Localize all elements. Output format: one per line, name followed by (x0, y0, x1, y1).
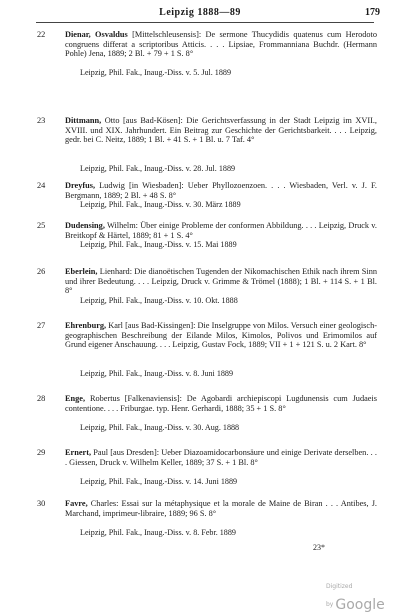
entry-body: Lienhard: Die dianoëtischen Tugenden der Nikomachischen Ethik nach ihrem Sinn und ihrer Bedeutung. . . . Leipzig, Druck v. Grimme & Trömel (1888); 1 Bl. + 114 S. + 1 Bl. 8° (65, 267, 378, 296)
entry-number: 28 (37, 394, 46, 403)
entry-dissertation: Leipzig, Phil. Fak., Inaug.-Diss. v. 8. Juni 1889 (80, 369, 234, 378)
entry-author: Dittmann, (65, 116, 102, 125)
entry-author: Dudensing, (65, 221, 105, 230)
entry-dissertation: Leipzig, Phil. Fak., Inaug.-Diss. v. 8. Febr. 1889 (80, 528, 236, 537)
entry-author: Ehrenburg, (65, 321, 107, 330)
entry-body: Ludwig [in Wiesbaden]: Ueber Phyllozoenzoen. . . . Wiesbaden, Verl. v. J. F. Bergmann, 1889; 2 Bl. + 48 S. 8° (65, 181, 377, 200)
entry-text (65, 181, 377, 200)
entry-dissertation: Leipzig, Phil. Fak., Inaug.-Diss. v. 10. Okt. 1888 (80, 296, 238, 305)
entry-text (65, 30, 377, 59)
header-rule (36, 22, 374, 23)
entry-number: 25 (37, 221, 46, 230)
entry-text (65, 499, 377, 518)
entry-number: 23 (37, 116, 46, 125)
entry-dissertation: Leipzig, Phil. Fak., Inaug.-Diss. v. 28. Jul. 1889 (80, 164, 236, 173)
entry-body: Wilhelm: Über einige Probleme der conformen Abbildung. . . . Leipzig, Druck v. Breitkopf & Härtel, 1889; 81 + 1 S. 4° (65, 221, 377, 240)
entry-author: Dienar, Osvaldus (65, 30, 128, 39)
entry-author: Ernert, (65, 448, 92, 457)
entry-text (65, 267, 377, 296)
entry-body: Otto [aus Bad-Kösen]: Die Gerichtsverfassung in der Stadt Leipzig im XVII., XVIII. und XIX. Jahrhundert. Ein Beitrag zur Geschichte der Gerichtsbarkeit. . . . Leipzig, gedr. bei C. Neitz, 1889; 1 Bl. + 41 S. + 1 Bl. u. 7 Taf. 4° (65, 116, 377, 145)
entry-text (65, 221, 377, 240)
entry-author: Enge, (65, 394, 86, 403)
entry-body: [Mittelschleusensis]: De sermone Thucydidis quatenus cum Herodoto congruens differat a scriptoribus Atticis. . . . Lipsiae, Frommanniana Buchdr. (Hermann Pohle) Jena, 1889; 2 Bl. + 79 + 1 S. 8° (65, 30, 378, 59)
entry-text (65, 394, 377, 413)
entry-dissertation: Leipzig, Phil. Fak., Inaug.-Diss. v. 5. Jul. 1889 (80, 68, 231, 77)
page-title: Leipzig 1888—89 (159, 7, 241, 18)
entry-text (65, 116, 377, 145)
entry-dissertation: Leipzig, Phil. Fak., Inaug.-Diss. v. 30. Aug. 1888 (80, 423, 240, 432)
signature-mark: 23* (313, 543, 325, 552)
entry-author: Dreyfus, (65, 181, 96, 190)
page-header (0, 7, 400, 19)
entry-number: 30 (37, 499, 46, 508)
google-watermark (326, 578, 396, 613)
entry-author: Eberlein, (65, 267, 98, 276)
entry-number: 29 (37, 448, 46, 457)
entry-body: Robertus [Falkenaviensis]: De Agobardi archiepiscopi Lugdunensis cum Judaeis contentione. . . . Friburgae. typ. Henr. Gerhardi, 1888; 35 + 1 S. 8° (65, 394, 377, 413)
entry-number: 22 (37, 30, 46, 39)
entry-body: Charles: Essai sur la métaphysique et la morale de Maine de Biran . . . Antibes, J. Marchand, imprimeur-libraire, 1889; 96 S. 8° (65, 499, 377, 518)
entry-number: 24 (37, 181, 46, 190)
entry-dissertation: Leipzig, Phil. Fak., Inaug.-Diss. v. 14. Juni 1889 (80, 477, 238, 486)
entry-dissertation: Leipzig, Phil. Fak., Inaug.-Diss. v. 15. Mai 1889 (80, 240, 237, 249)
entry-text (65, 321, 377, 350)
watermark-prefix: Digitized by (326, 583, 353, 608)
entry-number: 26 (37, 267, 46, 276)
entry-author: Favre, (65, 499, 88, 508)
entry-dissertation: Leipzig, Phil. Fak., Inaug.-Diss. v. 30. März 1889 (80, 200, 241, 209)
entry-body: Paul [aus Dresden]: Ueber Diazoamidocarbonsäure und einige Derivate derselben. . . . Giessen, Druck v. Wilhelm Keller, 1889; 37 S. + 1 Bl. 8° (65, 448, 378, 467)
entry-text (65, 448, 377, 467)
entry-number: 27 (37, 321, 46, 330)
watermark-logo: Google (335, 597, 385, 613)
page-number: 179 (365, 7, 380, 18)
entry-body: Karl [aus Bad-Kissingen]: Die Inselgruppe von Milos. Versuch einer geologisch-geographischen Beschreibung der Eilande Milos, Kimolos, Polivos und Erimomilos auf Grund eigener Anschauung. . . . Leipzig, Gustav Fock, 1889; VII + 1 + 121 S. u. 2 Kart. 8° (65, 321, 378, 350)
